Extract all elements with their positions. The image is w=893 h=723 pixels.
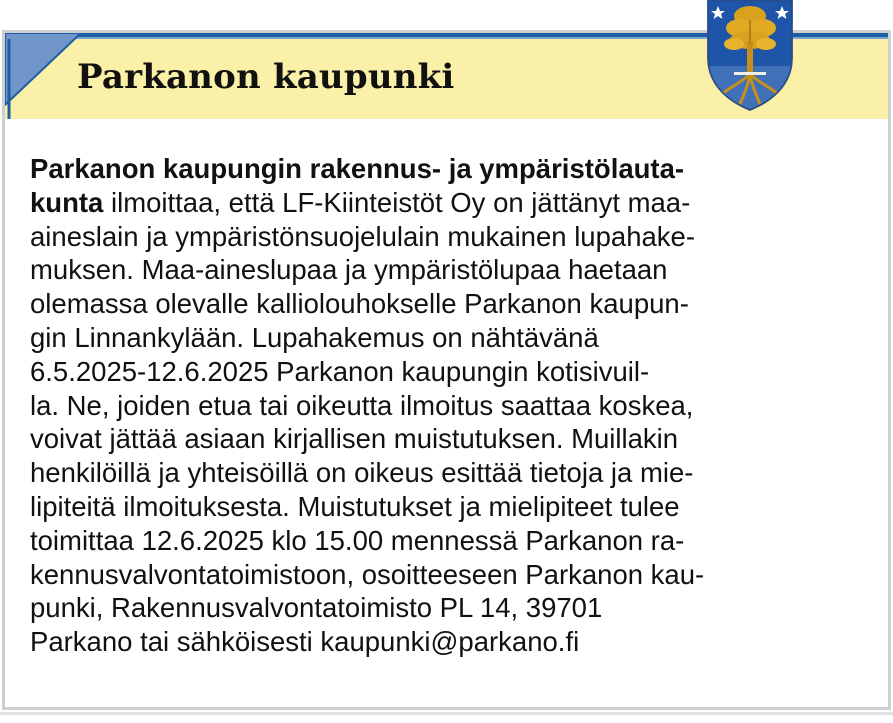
notice-line: 6.5.2025-12.6.2025 Parkanon kaupungin kotisivuil-	[30, 355, 650, 387]
bottom-divider	[0, 712, 893, 715]
notice-line: toimittaa 12.6.2025 klo 15.00 mennessä Parkanon ra-	[30, 524, 685, 556]
notice-line: henkilöillä ja yhteisöillä on oikeus esittää tietoja ja mie-	[30, 457, 694, 489]
notice-line: la. Ne, joiden etua tai oikeutta ilmoitus saattaa koskea,	[30, 389, 694, 421]
notice-line: voivat jättää asiaan kirjallisen muistutuksen. Muillakin	[30, 423, 679, 455]
notice-line: punki, Rakennusvalvontatoimisto PL 14, 39701	[30, 592, 603, 624]
notice-line: gin Linnankylään. Lupahakemus on nähtävänä	[30, 321, 599, 353]
notice-line: muksen. Maa-aineslupaa ja ympäristölupaa haetaan	[30, 254, 668, 286]
notice-line: lipiteitä ilmoituksesta. Muistutukset ja mielipiteet tulee	[30, 490, 680, 522]
notice-line: kennusvalvontatoimistoon, osoitteeseen Parkanon kau-	[30, 558, 705, 590]
notice-line: aineslain ja ympäristönsuojelulain mukainen lupahake-	[30, 220, 695, 252]
notice-line: olemassa olevalle kalliolouhokselle Parkanon kaupun-	[30, 288, 689, 320]
corner-triangle-icon	[5, 33, 85, 119]
notice-body	[30, 152, 870, 659]
notice-line: Parkanon kaupungin rakennus- ja ympäristölauta-	[30, 153, 685, 184]
notice-line: kunta ilmoittaa, että LF-Kiinteistöt Oy on jättänyt maa-	[30, 186, 691, 218]
coat-of-arms-icon	[704, 0, 796, 112]
notice-line: Parkano tai sähköisesti kaupunki@parkano.fi	[30, 626, 580, 658]
page-title: Parkanon kaupunki	[77, 57, 455, 97]
